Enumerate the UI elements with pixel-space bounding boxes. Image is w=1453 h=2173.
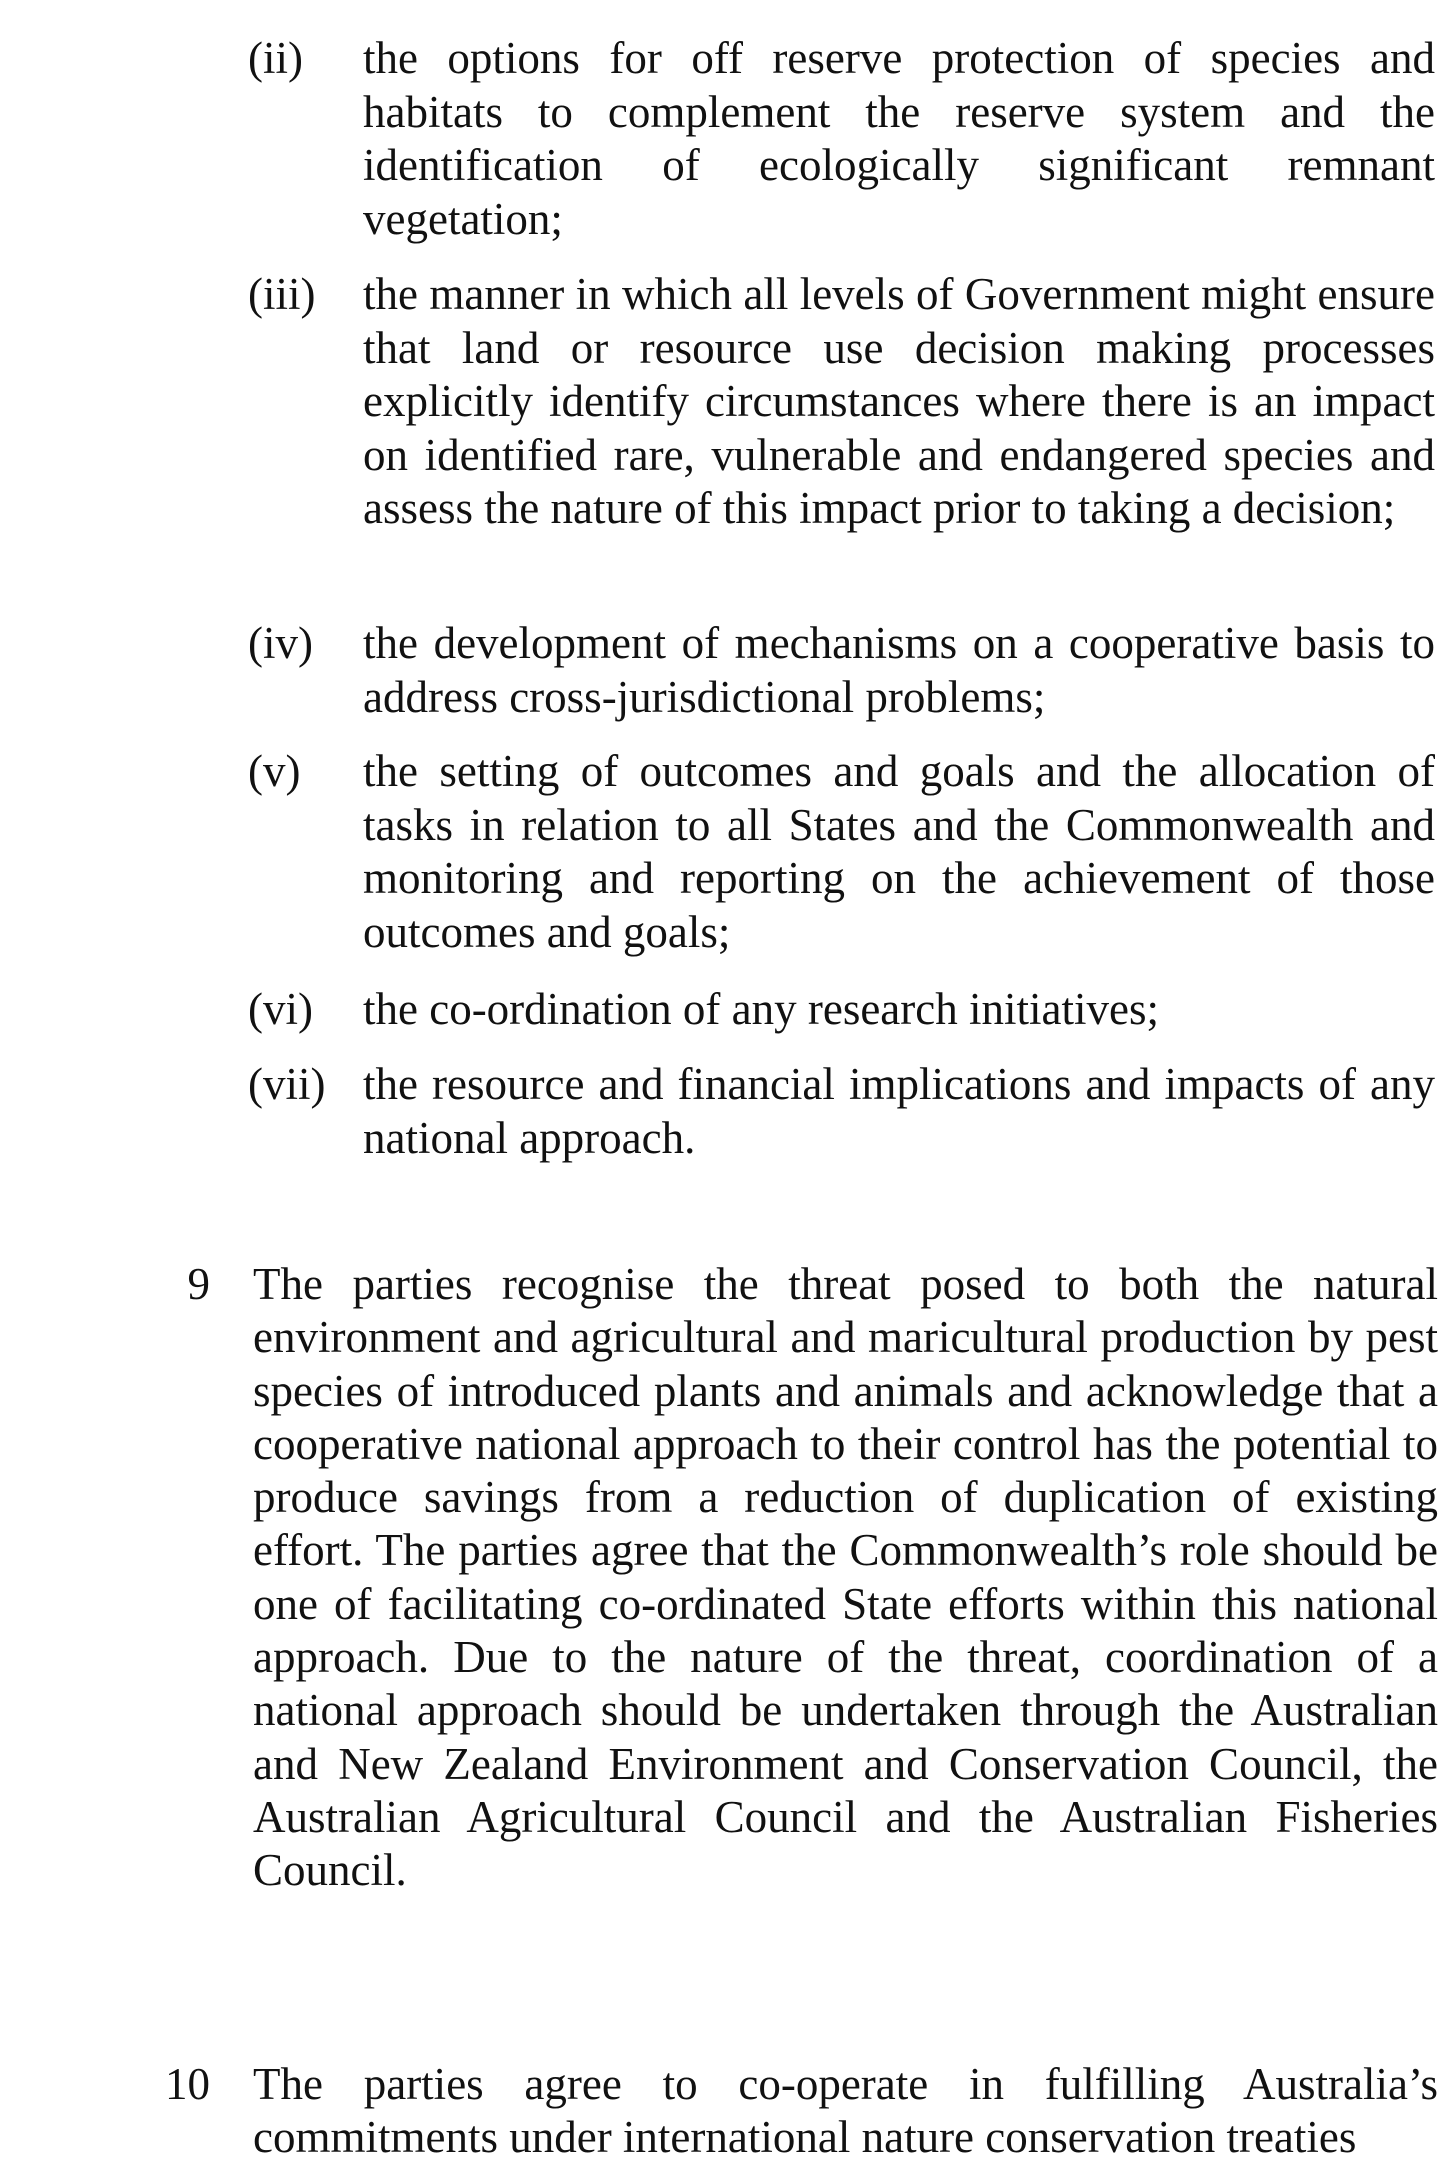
- paragraph-number: 10: [165, 2059, 210, 2109]
- paragraph-number: 9: [187, 1259, 210, 1309]
- sub-item-label: (v): [248, 746, 301, 796]
- sub-item-text: the setting of outcomes and goals and the allocation of tasks in relation to all States and the Commonwealth and monitoring and reporting on the achievement of those outcomes and goals;: [363, 746, 1435, 957]
- sub-item-label: (iii): [248, 269, 316, 319]
- sub-item-label: (iv): [248, 618, 313, 668]
- sub-item-text: the development of mechanisms on a cooperative basis to address cross-jurisdictional problems;: [363, 618, 1435, 722]
- sub-item-text: the resource and financial implications and impacts of any national approach.: [363, 1059, 1435, 1163]
- paragraph-text: The parties recognise the threat posed to both the natural environment and agricultural and maricultural production by pest species of introduced plants and animals and acknowledge that a cooperative national approach to their control has the potential to produce savings from a reduction of duplication of existing effort. The parties agree that the Commonwealth’s role should be one of facilitating co-ordinated State efforts within this national approach. Due to the nature of the threat, coordination of a national approach should be undertaken through the Australian and New Zealand Environment and Conservation Council, the Australian Agricultural Council and the Australian Fisheries Council.: [253, 1259, 1438, 1896]
- sub-item-text: the manner in which all levels of Government might ensure that land or resource use decision making processes explicitly identify circumstances where there is an impact on identified rare, vulnerable and endangered species and assess the nature of this impact prior to taking a decision;: [363, 269, 1435, 533]
- sub-item-text: the co-ordination of any research initiatives;: [363, 984, 1159, 1034]
- paragraph-text: The parties agree to co-operate in fulfilling Australia’s commitments under international nature conservation treaties: [253, 2059, 1438, 2163]
- sub-item-text: the options for off reserve protection of species and habitats to complement the reserve system and the identification of ecologically significant remnant vegetation;: [363, 33, 1435, 244]
- sub-item-label: (vii): [248, 1059, 326, 1109]
- sub-item-label: (ii): [248, 33, 303, 83]
- sub-item-label: (vi): [248, 984, 313, 1034]
